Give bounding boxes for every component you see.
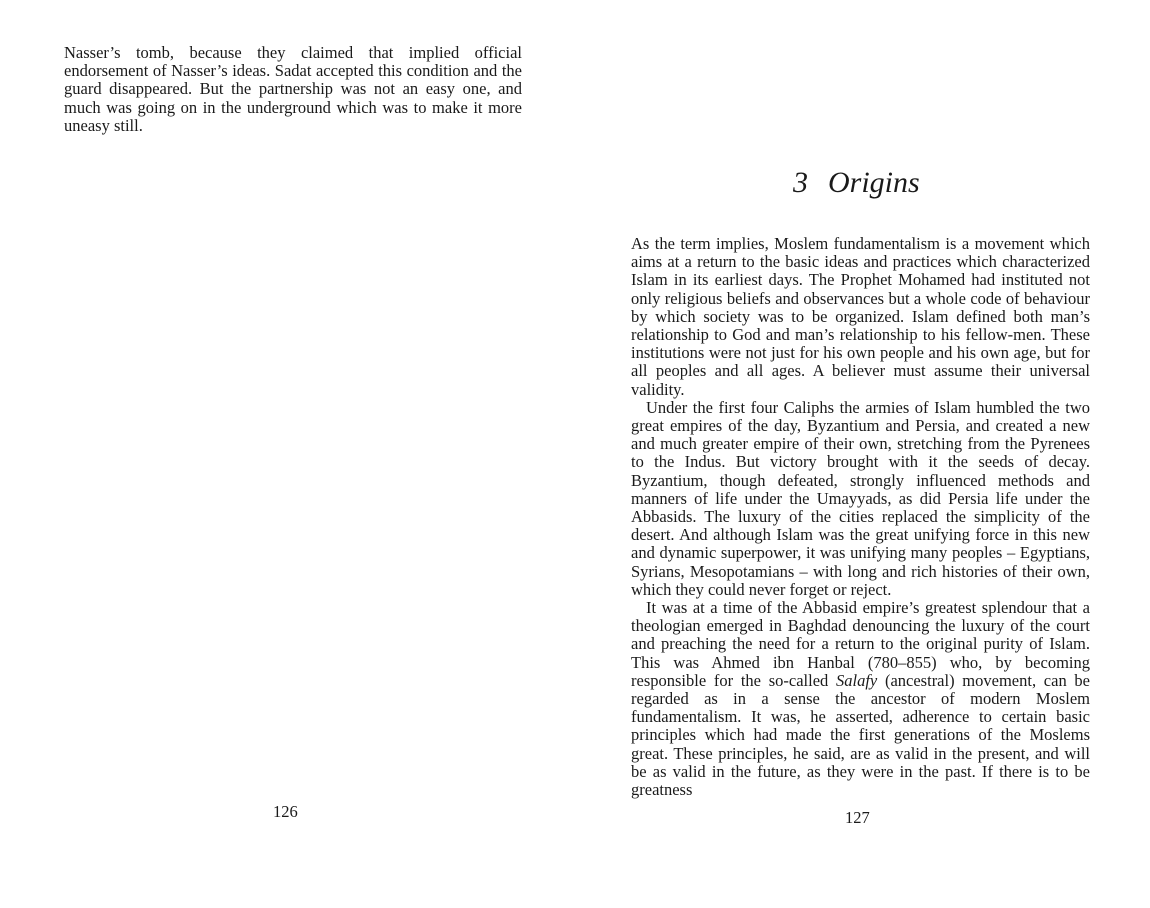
left-page-number: 126	[273, 802, 298, 821]
left-page-text	[64, 44, 522, 135]
right-page-number: 127	[845, 808, 870, 827]
right-paragraph-1: As the term implies, Moslem fundamentalism is a movement which aims at a return to the basic ideas and practices which characterized Islam in its earliest days. The Prophet Mohamed had instituted not only religious beliefs and observances but a whole code of behaviour by which society was to be organized. Islam defined both man’s relationship to God and man’s relationship to his fellow-men. These institutions were not just for his own people and his own age, but for all peoples and all ages. A believer must assume their universal validity.	[631, 234, 1090, 399]
chapter-title: Origins	[828, 166, 920, 199]
right-page	[575, 0, 1150, 908]
right-paragraph-3	[631, 599, 1090, 799]
italic-term-salafy: Salafy	[836, 670, 878, 690]
paragraph-3-text-start: It was at a time of the Abbasid empire’s greatest splendour that a theologian emerged in Baghdad denouncing the luxury of the court and preaching the need for a return to the original purity of Islam. This was Ahmed ibn Hanbal (780–855) who, by becoming responsible for the so-called	[631, 598, 1090, 690]
right-page-text	[631, 235, 1090, 799]
paragraph-3-text-end: (ancestral) movement, can be regarded as in a sense the ancestor of modern Moslem fundamentalism. It was, he asserted, adherence to certain basic principles which had made the first generations of the Moslems great. These principles, he said, are as valid in the present, and will be as valid in the future, as they were in the past. If there is to be greatness	[631, 670, 1090, 800]
chapter-heading	[793, 165, 920, 201]
right-paragraph-2: Under the first four Caliphs the armies of Islam humbled the two great empires of the day, Byzantium and Persia, and created a new and much greater empire of their own, stretching from the Pyrenees to the Indus. But victory brought with it the seeds of decay. Byzantium, though defeated, strongly influenced methods and manners of life under the Umayyads, as did Persia life under the Abbasids. The luxury of the cities replaced the simplicity of the desert. And although Islam was the great unifying force in this new and dynamic superpower, it was unifying many peoples – Egyptians, Syrians, Mesopotamians – with long and rich histories of their own, which they could never forget or reject.	[631, 397, 1090, 599]
left-paragraph-1: Nasser’s tomb, because they claimed that implied official endorsement of Nasser’s ideas. Sadat accepted this condition and the guard disappeared. But the partnership was not an easy one, and much was going on in the underground which was to make it more uneasy still.	[64, 43, 522, 135]
chapter-number: 3	[793, 166, 808, 199]
